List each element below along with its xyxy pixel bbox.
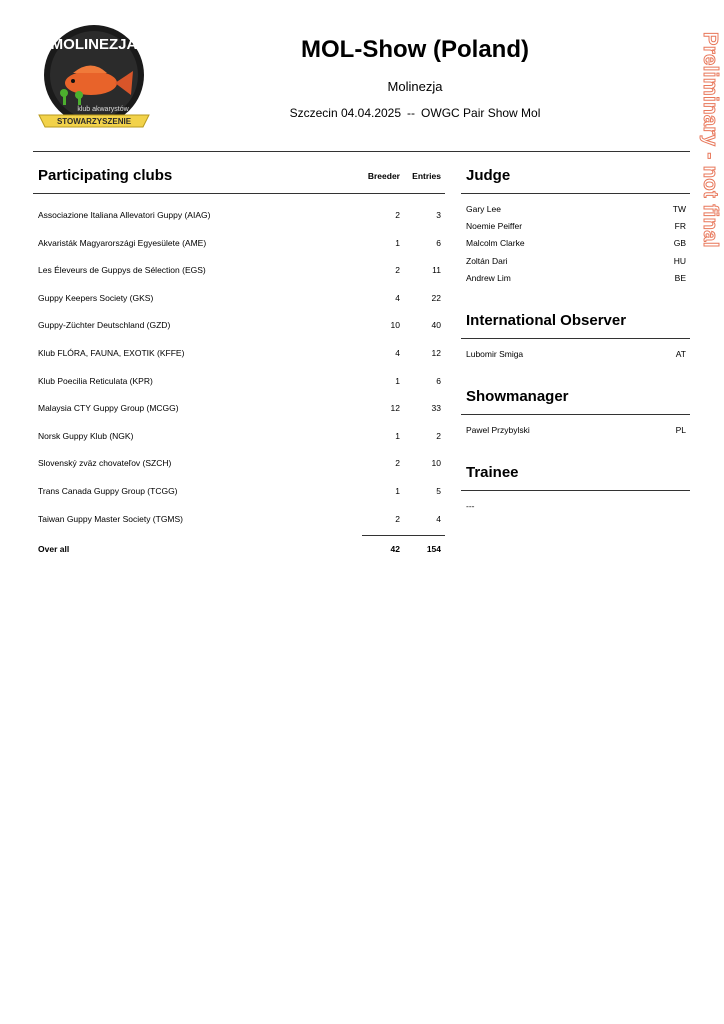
club-entries: 6 (436, 237, 441, 248)
club-row (33, 456, 445, 484)
trainee-header (461, 462, 690, 491)
club-name: Slovenský zväz chovateľov (SZCH) (38, 458, 172, 469)
club-breeder: 2 (395, 265, 400, 276)
club-row (33, 429, 445, 457)
clubs-table (33, 208, 445, 539)
trainee-heading: Trainee (466, 464, 519, 481)
club-row (33, 401, 445, 429)
person-row (461, 425, 690, 442)
club-row (33, 236, 445, 264)
total-label: Over all (38, 544, 70, 555)
person-country: TW (672, 204, 686, 214)
header-divider (33, 151, 690, 152)
club-entries: 12 (431, 347, 441, 358)
show-name: OWGC Pair Show Mol (421, 106, 541, 120)
person-row (461, 256, 690, 273)
club-row (33, 291, 445, 319)
club-entries: 22 (431, 292, 441, 303)
club-name: Associazione Italiana Allevatori Guppy (AIAG) (38, 210, 211, 220)
judge-header (461, 165, 690, 194)
club-row (33, 484, 445, 512)
club-logo (33, 23, 155, 138)
clubs-heading: Participating clubs (38, 167, 173, 184)
club-breeder: 1 (395, 485, 400, 496)
club-name: Guppy-Züchter Deutschland (GZD) (38, 320, 171, 331)
observer-header (461, 310, 690, 339)
person-row (461, 273, 690, 290)
club-name: Klub Poecilia Reticulata (KPR) (38, 375, 153, 386)
club-row (33, 346, 445, 374)
club-name: Taiwan Guppy Master Society (TGMS) (38, 513, 184, 524)
judge-section (461, 165, 690, 290)
entries-column-header: Entries (412, 171, 441, 181)
page-title: MOL-Show (Poland) (301, 36, 529, 63)
club-breeder: 1 (395, 430, 400, 441)
preliminary-watermark: Preliminary - not final (699, 32, 721, 248)
trainee-section (461, 462, 690, 518)
club-name: Norsk Guppy Klub (NGK) (38, 430, 134, 441)
event-line (180, 106, 650, 120)
person-row (461, 221, 690, 238)
person-row (461, 238, 690, 255)
club-breeder: 1 (395, 237, 400, 248)
club-entries: 3 (436, 210, 441, 220)
club-breeder: 2 (395, 513, 400, 524)
club-name: Klub FLÓRA, FAUNA, EXOTIK (KFFE) (38, 347, 185, 358)
club-name: Trans Canada Guppy Group (TCGG) (38, 485, 178, 496)
club-row (33, 318, 445, 346)
club-name: Les Éleveurs de Guppys de Sélection (EGS) (38, 265, 206, 276)
club-breeder: 4 (395, 347, 400, 358)
person-row (461, 349, 690, 366)
person-row (461, 204, 690, 221)
person-country: HU (673, 255, 686, 266)
logo-ribbon: STOWARZYSZENIE (56, 117, 132, 126)
judge-heading: Judge (466, 167, 511, 184)
showmanager-list (461, 425, 690, 442)
logo-title: MOLINEZJA (50, 36, 138, 53)
showmanager-heading: Showmanager (466, 388, 569, 405)
club-breeder: 1 (395, 375, 400, 386)
person-country: FR (674, 221, 686, 232)
person-country: AT (675, 349, 686, 359)
club-breeder: 4 (395, 292, 400, 303)
club-breeder: 2 (395, 210, 400, 220)
person-name: Noemie Peiffer (466, 221, 523, 232)
club-breeder: 12 (390, 403, 400, 414)
organizer-name: Molinezja (387, 79, 443, 94)
person-row (461, 501, 690, 518)
location-date: Szczecin 04.04.2025 (289, 106, 402, 120)
total-row (33, 535, 445, 557)
trainee-list (461, 501, 690, 518)
person-name: --- (466, 501, 475, 511)
person-country: GB (673, 238, 686, 249)
club-row (33, 208, 445, 236)
breeder-column-header: Breeder (367, 171, 400, 181)
club-entries: 2 (436, 430, 441, 441)
club-entries: 11 (432, 265, 441, 276)
club-name: Akvaristák Magyarországi Egyesülete (AME) (38, 237, 207, 248)
club-entries: 5 (436, 485, 441, 496)
club-entries: 33 (431, 403, 441, 414)
observer-section (461, 310, 690, 366)
logo-banner: klub akwarystów (77, 106, 129, 113)
club-entries: 40 (431, 320, 441, 331)
club-row (33, 263, 445, 291)
club-breeder: 2 (395, 458, 400, 469)
club-entries: 4 (436, 513, 441, 524)
person-name: Andrew Lim (466, 272, 511, 283)
club-breeder: 10 (390, 320, 400, 331)
person-name: Malcolm Clarke (466, 238, 525, 249)
total-divider (362, 535, 445, 536)
showmanager-section (461, 386, 690, 442)
person-country: PL (675, 425, 686, 435)
person-country: BE (674, 272, 686, 283)
total-entries: 154 (426, 544, 441, 555)
showmanager-header (461, 386, 690, 415)
club-entries: 10 (431, 458, 441, 469)
total-breeder: 42 (390, 544, 400, 555)
separator: -- (407, 106, 416, 120)
observer-list (461, 349, 690, 366)
clubs-header (33, 165, 445, 194)
club-row (33, 374, 445, 402)
club-name: Guppy Keepers Society (GKS) (38, 292, 154, 303)
judge-list (461, 204, 690, 290)
person-name: Pawel Przybylski (466, 425, 530, 435)
person-name: Zoltán Dari (466, 255, 508, 266)
observer-heading: International Observer (466, 312, 627, 329)
person-name: Lubomir Smiga (466, 349, 524, 359)
club-name: Malaysia CTY Guppy Group (MCGG) (38, 403, 179, 414)
club-entries: 6 (436, 375, 441, 386)
clubs-section (33, 165, 445, 557)
person-name: Gary Lee (466, 204, 501, 214)
